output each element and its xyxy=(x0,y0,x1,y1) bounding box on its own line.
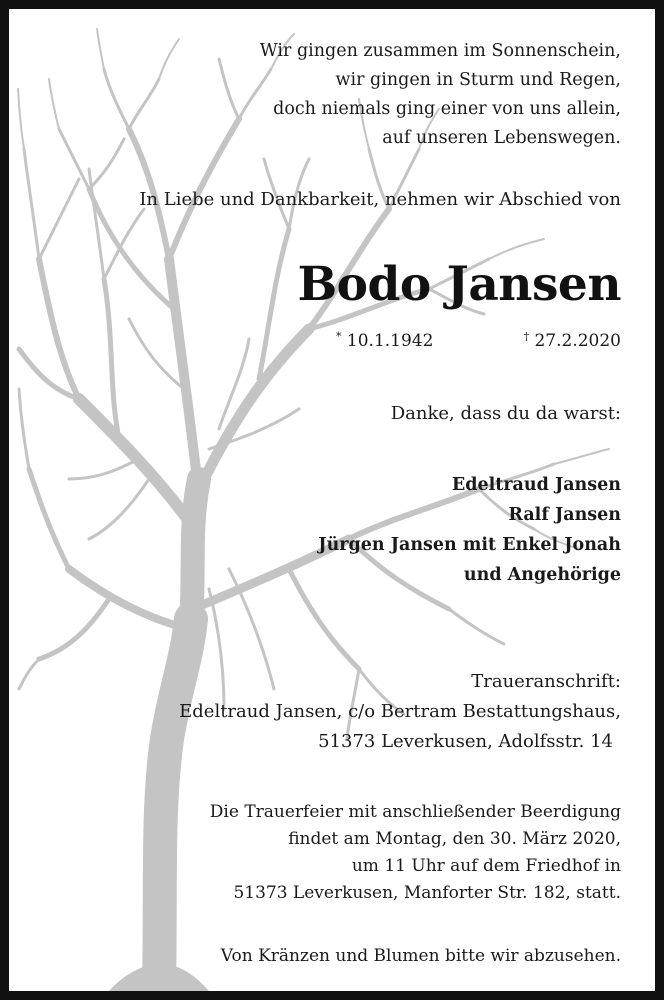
funeral-service-info xyxy=(210,799,621,907)
service-line: findet am Montag, den 30. März 2020, xyxy=(288,829,621,849)
flowers-note: Von Kränzen und Blumen bitte wir abzusehen. xyxy=(220,946,621,966)
intro-text: In Liebe und Dankbarkeit, nehmen wir Abschied von xyxy=(139,189,621,210)
death-symbol: † xyxy=(523,330,530,343)
deceased-name: Bodo Jansen xyxy=(297,257,621,312)
poem-verse xyxy=(260,37,621,153)
verse-line: wir gingen in Sturm und Regen, xyxy=(335,70,621,90)
service-line: um 11 Uhr auf dem Friedhof in xyxy=(351,856,621,876)
family-member: Ralf Jansen xyxy=(508,505,621,525)
thanks-text: Danke, dass du da warst: xyxy=(390,403,621,424)
address-label: Traueranschrift: xyxy=(471,671,621,692)
verse-line: auf unseren Lebenswegen. xyxy=(382,128,621,148)
mourning-address xyxy=(179,667,621,757)
address-line: 51373 Leverkusen, Adolfsstr. 14 xyxy=(318,731,613,752)
family-member: Edeltraud Jansen xyxy=(451,475,621,495)
service-line: 51373 Leverkusen, Manforter Str. 182, statt. xyxy=(233,883,621,903)
death-date xyxy=(524,330,621,351)
family-list xyxy=(318,470,621,590)
birth-date-value: 10.1.1942 xyxy=(346,331,434,351)
address-line: Edeltraud Jansen, c/o Bertram Bestattungshaus, xyxy=(179,701,621,722)
family-member: Jürgen Jansen mit Enkel Jonah xyxy=(318,535,621,555)
birth-symbol: * xyxy=(336,330,342,343)
death-date-value: 27.2.2020 xyxy=(534,331,621,351)
birth-date xyxy=(336,330,433,351)
verse-line: Wir gingen zusammen im Sonnenschein, xyxy=(259,41,621,61)
service-line: Die Trauerfeier mit anschließender Beerdigung xyxy=(209,802,621,822)
verse-line: doch niemals ging einer von uns allein, xyxy=(273,99,621,119)
family-member: und Angehörige xyxy=(463,565,621,585)
